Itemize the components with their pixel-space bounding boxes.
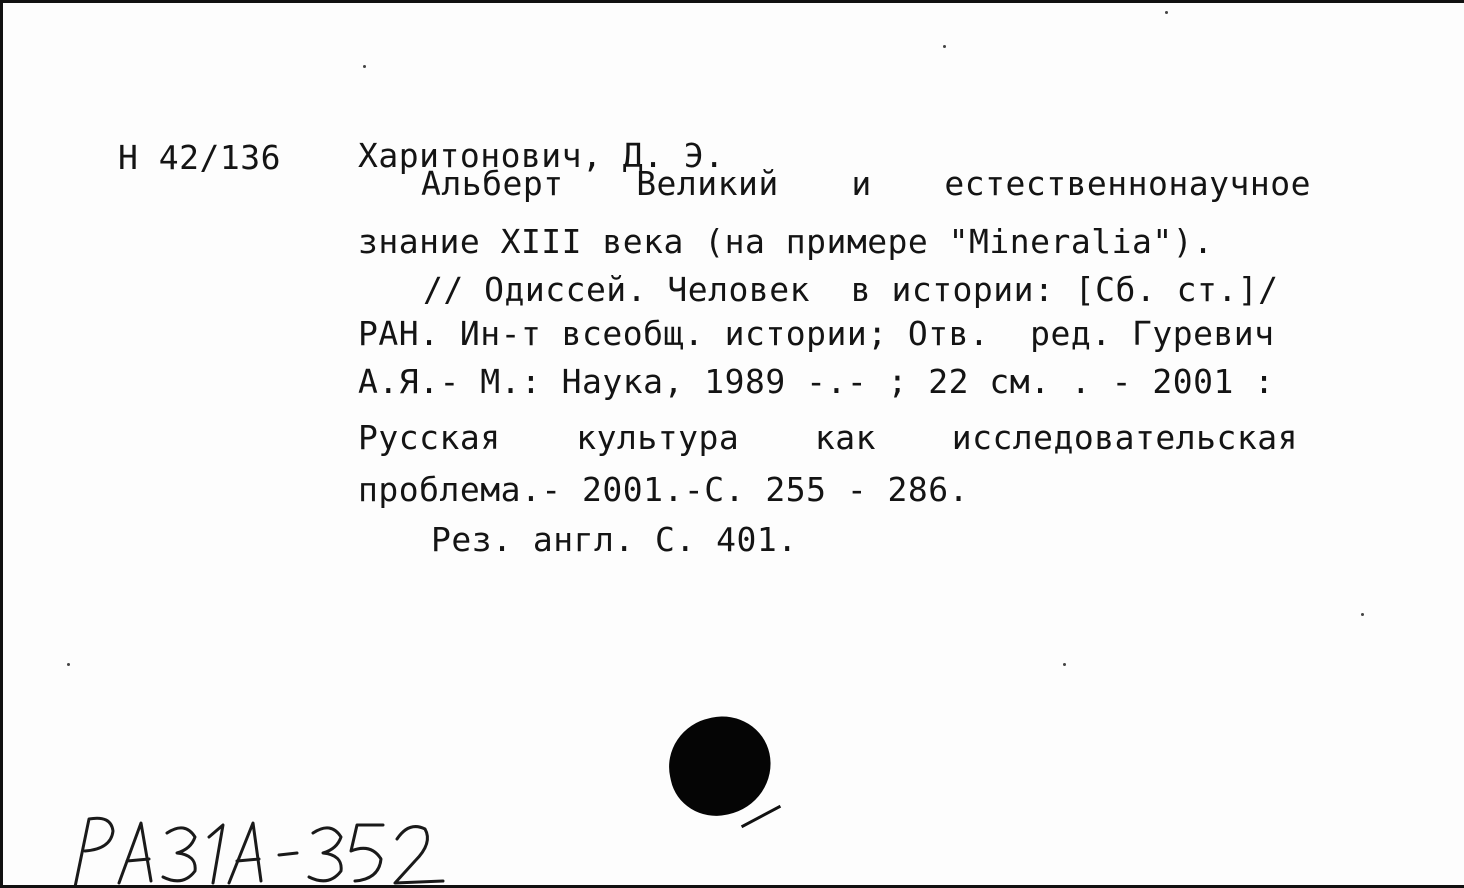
source-line-5: проблема.- 2001.-С. 255 - 286. [358, 470, 970, 509]
handwritten-code [65, 803, 465, 888]
author-line: Харитонович, Д. Э. [358, 136, 725, 175]
shelfmark: Н 42/136 [118, 138, 281, 177]
title-line-1 [421, 164, 1311, 203]
source-line-2: РАН. Ин-т всеобщ. истории; Отв. ред. Гуревич [358, 314, 1275, 353]
speck [943, 45, 946, 48]
source-line-3: А.Я.- М.: Наука, 1989 -.- ; 22 см. . - 2001 : [358, 362, 1275, 401]
punch-mark [741, 805, 781, 828]
title-word: и [851, 164, 872, 203]
source-word: как [814, 418, 877, 457]
source-line-1: // Одиссей. Человек в истории: [Сб. ст.]/ [423, 270, 1279, 309]
speck [67, 663, 70, 666]
source-word: исследовательская [951, 418, 1298, 457]
title-line-2: знание XIII века (на примере "Mineralia"). [358, 222, 1214, 261]
summary-note: Рез. англ. С. 401. [431, 520, 798, 559]
title-word: естественнонаучное [944, 164, 1311, 203]
speck [1063, 663, 1066, 666]
title-word: Альберт [421, 164, 564, 203]
punch-hole-icon [660, 707, 780, 824]
speck [363, 65, 366, 68]
source-word: Русская [358, 418, 501, 457]
speck [1361, 613, 1364, 616]
title-word: Великий [636, 164, 779, 203]
speck [1165, 11, 1168, 14]
source-line-4 [358, 418, 1298, 457]
source-word: культура [576, 418, 740, 457]
